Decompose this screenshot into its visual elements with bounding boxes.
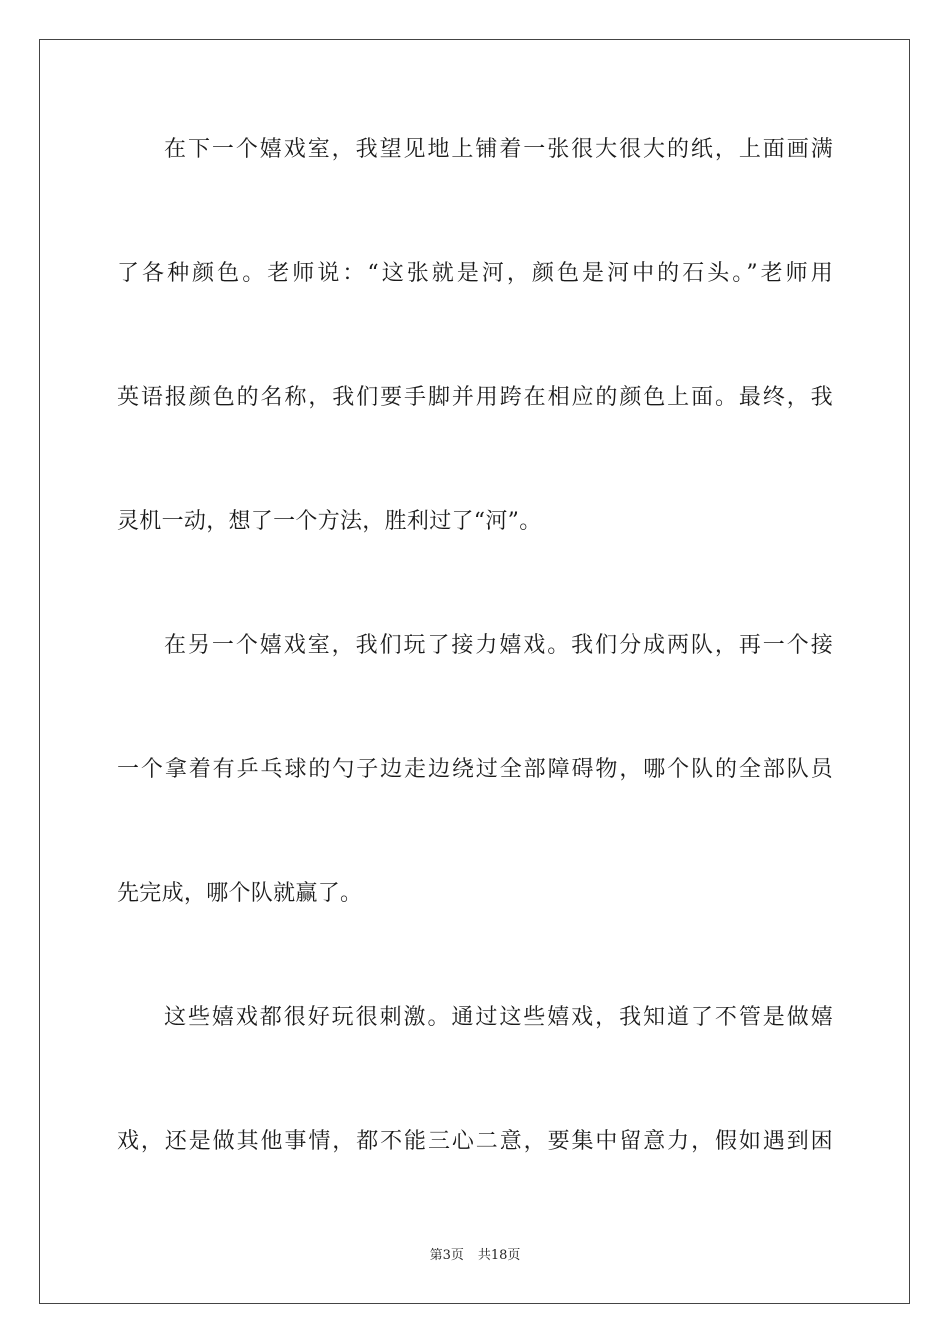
paragraph-1-line-4: 灵机一动，想了一个方法，胜利过了“河”。 [117,509,542,534]
paragraph-2-line-1: 在另一个嬉戏室，我们玩了接力嬉戏。我们分成两队，再一个接 [164,633,833,658]
paragraph-1-line-1: 在下一个嬉戏室，我望见地上铺着一张很大很大的纸，上面画满 [164,137,833,162]
paragraph-1-line-2: 了各种颜色。老师说：“这张就是河，颜色是河中的石头。”老师用 [117,261,833,286]
page-footer [0,1246,950,1266]
page-number: 第3页 [429,1248,464,1263]
paragraph-3-line-1: 这些嬉戏都很好玩很刺激。通过这些嬉戏，我知道了不管是做嬉 [164,1005,833,1030]
paragraph-3-line-2: 戏，还是做其他事情，都不能三心二意，要集中留意力，假如遇到困 [117,1129,833,1154]
paragraph-1-line-3: 英语报颜色的名称，我们要手脚并用跨在相应的颜色上面。最终，我 [117,385,833,410]
page-border [39,39,910,1304]
paragraph-2-line-2: 一个拿着有乒乓球的勺子边走边绕过全部障碍物，哪个队的全部队员 [117,757,833,782]
page-total: 共18页 [477,1248,521,1263]
paragraph-2-line-3: 先完成，哪个队就赢了。 [117,881,363,906]
